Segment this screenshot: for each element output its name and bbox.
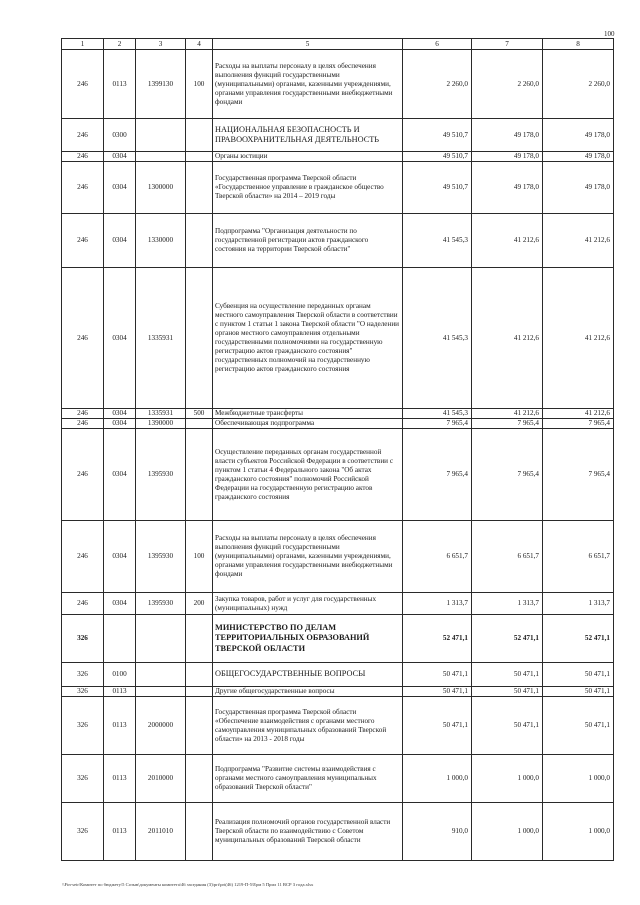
cell-amount-year1: 50 471,1 <box>403 687 472 697</box>
cell-section-code: 0304 <box>104 593 136 615</box>
cell-ministry-code: 246 <box>62 419 104 429</box>
cell-section-code: 0304 <box>104 152 136 162</box>
cell-amount-year2: 49 178,0 <box>472 119 543 152</box>
table-row <box>62 663 614 687</box>
cell-description: МИНИСТЕРСТВО ПО ДЕЛАМ ТЕРРИТОРИАЛЬНЫХ ОБРАЗОВАНИЙ ТВЕРСКОЙ ОБЛАСТИ <box>213 615 403 663</box>
cell-expense-type: 100 <box>186 521 213 593</box>
cell-description: Другие общегосударственные вопросы <box>213 687 403 697</box>
cell-amount-year1: 6 651,7 <box>403 521 472 593</box>
cell-ministry-code: 326 <box>62 663 104 687</box>
cell-ministry-code: 246 <box>62 152 104 162</box>
cell-amount-year2: 41 212,6 <box>472 409 543 419</box>
column-header: 3 <box>136 39 186 50</box>
table-row <box>62 119 614 152</box>
cell-description: Закупка товаров, работ и услуг для государственных (муниципальных) нужд <box>213 593 403 615</box>
cell-description: Подпрограмма "Развитие системы взаимодействия с органами местного самоуправления муниципальных образований Тверской области" <box>213 755 403 803</box>
cell-amount-year1: 50 471,1 <box>403 697 472 755</box>
cell-description: Реализация полномочий органов государственной власти Тверской области по взаимодействию с Советом муниципальных образований Тверской области <box>213 803 403 861</box>
cell-amount-year2: 1 000,0 <box>472 803 543 861</box>
cell-target-code: 2000000 <box>136 697 186 755</box>
cell-amount-year2: 7 965,4 <box>472 419 543 429</box>
cell-expense-type <box>186 268 213 409</box>
table-row <box>62 755 614 803</box>
cell-target-code <box>136 687 186 697</box>
cell-ministry-code: 326 <box>62 615 104 663</box>
cell-amount-year3: 49 178,0 <box>543 119 614 152</box>
cell-description: Органы юстиции <box>213 152 403 162</box>
cell-target-code: 1330000 <box>136 214 186 268</box>
cell-description: Расходы на выплаты персоналу в целях обеспечения выполнения функций государственными (муниципальными) органами, казенными учреждениями, органами управления государственными внебюджетными фондами <box>213 50 403 119</box>
cell-amount-year1: 1 313,7 <box>403 593 472 615</box>
file-path-footer: \\Fin-setr\Комитет по бюджету\5 Созыв\документы комитета\46 заседания (3)\prt\prt(46) 1219-П-5\Ерм 5 Прил 11 ВСР 3 года.xlsx <box>62 882 314 887</box>
cell-target-code: 1395930 <box>136 521 186 593</box>
cell-amount-year3: 1 000,0 <box>543 755 614 803</box>
table-row <box>62 50 614 119</box>
cell-section-code: 0113 <box>104 803 136 861</box>
page-number: 100 <box>604 30 615 38</box>
cell-section-code: 0304 <box>104 268 136 409</box>
cell-ministry-code: 246 <box>62 409 104 419</box>
cell-amount-year2: 2 260,0 <box>472 50 543 119</box>
cell-amount-year3: 52 471,1 <box>543 615 614 663</box>
cell-section-code <box>104 615 136 663</box>
cell-amount-year1: 7 965,4 <box>403 419 472 429</box>
column-header: 1 <box>62 39 104 50</box>
cell-amount-year2: 50 471,1 <box>472 663 543 687</box>
cell-amount-year2: 50 471,1 <box>472 697 543 755</box>
cell-target-code: 1335931 <box>136 409 186 419</box>
cell-description: Осуществление переданных органам государственной власти субъектов Российской Федерации в соответствии с пунктом 1 статьи 4 Федерального закона "Об актах гражданского состояния" полномочий Российской Федерации на государственную регистрацию актов гражданского состояния <box>213 429 403 521</box>
column-header: 6 <box>403 39 472 50</box>
cell-ministry-code: 326 <box>62 697 104 755</box>
cell-target-code <box>136 119 186 152</box>
cell-amount-year1: 7 965,4 <box>403 429 472 521</box>
cell-amount-year2: 50 471,1 <box>472 687 543 697</box>
cell-description: Обеспечивающая подпрограмма <box>213 419 403 429</box>
cell-ministry-code: 326 <box>62 687 104 697</box>
column-header: 7 <box>472 39 543 50</box>
cell-ministry-code: 246 <box>62 521 104 593</box>
cell-expense-type: 500 <box>186 409 213 419</box>
cell-amount-year2: 41 212,6 <box>472 214 543 268</box>
cell-expense-type <box>186 119 213 152</box>
table-row <box>62 152 614 162</box>
cell-target-code: 2010000 <box>136 755 186 803</box>
cell-expense-type <box>186 755 213 803</box>
cell-expense-type <box>186 697 213 755</box>
cell-ministry-code: 246 <box>62 429 104 521</box>
cell-amount-year2: 41 212,6 <box>472 268 543 409</box>
cell-target-code: 2011010 <box>136 803 186 861</box>
cell-amount-year1: 49 510,7 <box>403 162 472 214</box>
cell-amount-year3: 41 212,6 <box>543 268 614 409</box>
cell-expense-type <box>186 615 213 663</box>
cell-amount-year1: 2 260,0 <box>403 50 472 119</box>
cell-section-code: 0304 <box>104 214 136 268</box>
cell-amount-year1: 1 000,0 <box>403 755 472 803</box>
cell-amount-year3: 6 651,7 <box>543 521 614 593</box>
cell-amount-year3: 7 965,4 <box>543 419 614 429</box>
cell-ministry-code: 246 <box>62 50 104 119</box>
cell-section-code: 0304 <box>104 162 136 214</box>
cell-amount-year1: 49 510,7 <box>403 119 472 152</box>
cell-description: Расходы на выплаты персоналу в целях обеспечения выполнения функций государственными (муниципальными) органами, казенными учреждениями, органами управления государственными внебюджетными фондами <box>213 521 403 593</box>
cell-section-code: 0300 <box>104 119 136 152</box>
cell-target-code: 1300000 <box>136 162 186 214</box>
cell-target-code: 1390000 <box>136 419 186 429</box>
table-row <box>62 615 614 663</box>
cell-target-code: 1395930 <box>136 429 186 521</box>
cell-amount-year1: 41 545,3 <box>403 409 472 419</box>
cell-amount-year2: 6 651,7 <box>472 521 543 593</box>
cell-expense-type <box>186 429 213 521</box>
cell-ministry-code: 326 <box>62 803 104 861</box>
cell-expense-type <box>186 663 213 687</box>
cell-amount-year3: 49 178,0 <box>543 152 614 162</box>
cell-expense-type <box>186 162 213 214</box>
cell-amount-year1: 910,0 <box>403 803 472 861</box>
cell-description: Межбюджетные трансферты <box>213 409 403 419</box>
table-row <box>62 419 614 429</box>
cell-amount-year1: 41 545,3 <box>403 214 472 268</box>
cell-amount-year2: 7 965,4 <box>472 429 543 521</box>
cell-amount-year1: 50 471,1 <box>403 663 472 687</box>
table-row <box>62 429 614 521</box>
cell-amount-year3: 2 260,0 <box>543 50 614 119</box>
table-row <box>62 697 614 755</box>
cell-target-code: 1395930 <box>136 593 186 615</box>
cell-description: ОБЩЕГОСУДАРСТВЕННЫЕ ВОПРОСЫ <box>213 663 403 687</box>
table-row <box>62 162 614 214</box>
cell-amount-year2: 1 313,7 <box>472 593 543 615</box>
cell-amount-year2: 49 178,0 <box>472 162 543 214</box>
table-row <box>62 593 614 615</box>
cell-amount-year1: 41 545,3 <box>403 268 472 409</box>
cell-target-code: 1399130 <box>136 50 186 119</box>
cell-amount-year3: 1 313,7 <box>543 593 614 615</box>
cell-amount-year2: 49 178,0 <box>472 152 543 162</box>
cell-expense-type <box>186 152 213 162</box>
cell-amount-year3: 41 212,6 <box>543 409 614 419</box>
cell-description: Субвенция на осуществление переданных органам местного самоуправления Тверской области в соответствии с пунктом 1 статьи 1 закона Тверской области "О наделении органов местного самоуправления отдельными государственными полномочиями на государственную регистрацию актов гражданского состояния" государственных полномочий на государственную регистрацию актов гражданского состояния <box>213 268 403 409</box>
cell-amount-year3: 50 471,1 <box>543 663 614 687</box>
cell-section-code: 0113 <box>104 697 136 755</box>
cell-expense-type <box>186 214 213 268</box>
cell-ministry-code: 326 <box>62 755 104 803</box>
cell-description: Государственная программа Тверской области «Государственное управление в гражданское общество Тверской области» на 2014 – 2019 годы <box>213 162 403 214</box>
cell-target-code <box>136 152 186 162</box>
cell-amount-year2: 1 000,0 <box>472 755 543 803</box>
table-row <box>62 214 614 268</box>
budget-table <box>61 38 614 861</box>
column-header: 8 <box>543 39 614 50</box>
cell-ministry-code: 246 <box>62 268 104 409</box>
cell-section-code: 0113 <box>104 687 136 697</box>
cell-section-code: 0304 <box>104 409 136 419</box>
cell-section-code: 0304 <box>104 429 136 521</box>
cell-expense-type: 200 <box>186 593 213 615</box>
cell-ministry-code: 246 <box>62 162 104 214</box>
cell-target-code <box>136 615 186 663</box>
cell-expense-type: 100 <box>186 50 213 119</box>
cell-amount-year3: 50 471,1 <box>543 687 614 697</box>
cell-expense-type <box>186 687 213 697</box>
table-header-row <box>62 39 614 50</box>
table-row <box>62 409 614 419</box>
table-row <box>62 521 614 593</box>
cell-expense-type <box>186 803 213 861</box>
cell-description: Подпрограмма "Организация деятельности по государственной регистрации актов гражданского состояния на территории Тверской области" <box>213 214 403 268</box>
column-header: 5 <box>213 39 403 50</box>
cell-amount-year3: 7 965,4 <box>543 429 614 521</box>
cell-amount-year1: 49 510,7 <box>403 152 472 162</box>
cell-amount-year1: 52 471,1 <box>403 615 472 663</box>
cell-ministry-code: 246 <box>62 119 104 152</box>
cell-section-code: 0113 <box>104 50 136 119</box>
cell-section-code: 0113 <box>104 755 136 803</box>
cell-amount-year3: 1 000,0 <box>543 803 614 861</box>
cell-target-code <box>136 663 186 687</box>
table-row <box>62 803 614 861</box>
cell-section-code: 0100 <box>104 663 136 687</box>
column-header: 2 <box>104 39 136 50</box>
cell-section-code: 0304 <box>104 419 136 429</box>
cell-amount-year3: 50 471,1 <box>543 697 614 755</box>
cell-amount-year2: 52 471,1 <box>472 615 543 663</box>
table-row <box>62 268 614 409</box>
cell-ministry-code: 246 <box>62 214 104 268</box>
cell-amount-year3: 41 212,6 <box>543 214 614 268</box>
cell-description: НАЦИОНАЛЬНАЯ БЕЗОПАСНОСТЬ И ПРАВООХРАНИТЕЛЬНАЯ ДЕЯТЕЛЬНОСТЬ <box>213 119 403 152</box>
cell-target-code: 1335931 <box>136 268 186 409</box>
table-row <box>62 687 614 697</box>
cell-amount-year3: 49 178,0 <box>543 162 614 214</box>
cell-expense-type <box>186 419 213 429</box>
cell-ministry-code: 246 <box>62 593 104 615</box>
cell-section-code: 0304 <box>104 521 136 593</box>
cell-description: Государственная программа Тверской области «Обеспечение взаимодействия с органами местного самоуправления муниципальных образований Тверской области» на 2013 - 2018 годы <box>213 697 403 755</box>
column-header: 4 <box>186 39 213 50</box>
